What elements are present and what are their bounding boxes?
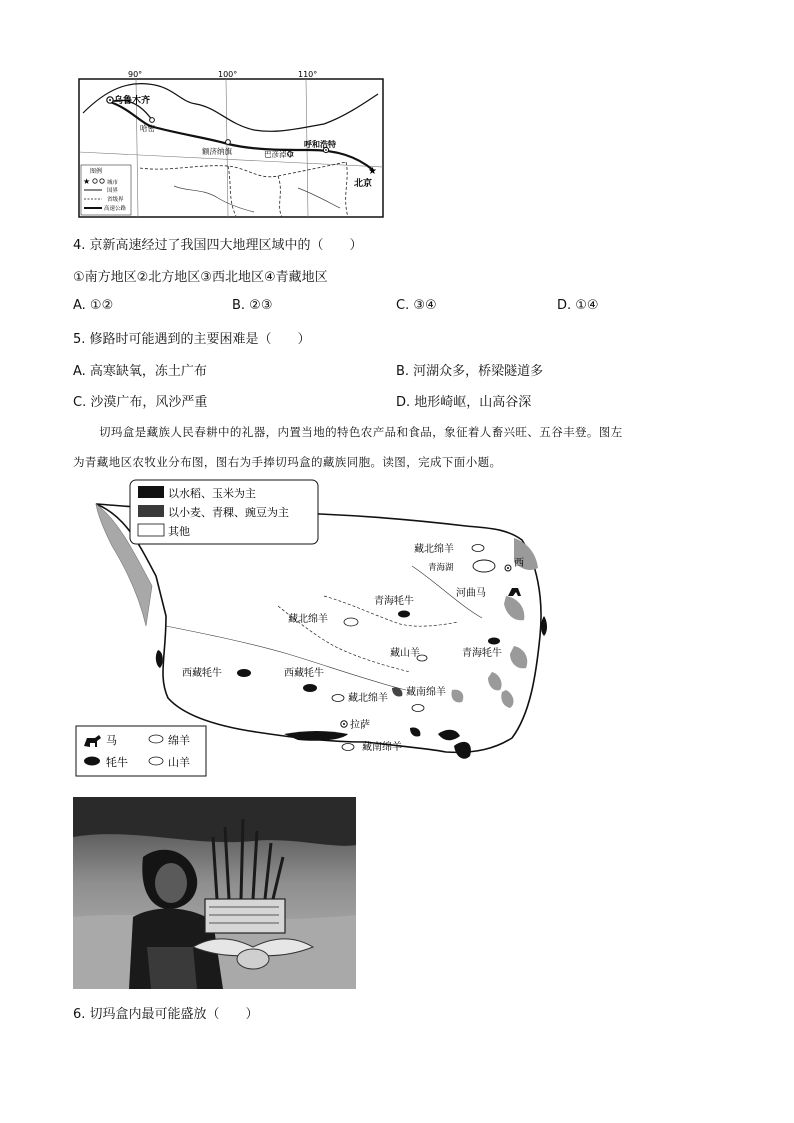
expressway-map <box>78 68 386 218</box>
q4-option-b[interactable]: B. ②③ <box>232 298 273 313</box>
label-zangnan-sheep-1: 藏南绵羊 <box>406 687 446 698</box>
q4-options-line: ①南方地区②北方地区③西北地区④青藏地区 <box>73 270 328 285</box>
qiema-box-photo <box>73 797 356 989</box>
legend-province: 省级界 <box>107 197 124 203</box>
legend-horse: 马 <box>106 734 117 747</box>
label-lhasa: 拉萨 <box>350 720 370 731</box>
q5-option-a[interactable]: A. 高寒缺氧，冻土广布 <box>73 364 207 379</box>
label-xizang-yak-w: 西藏牦牛 <box>182 668 222 679</box>
q4-option-d[interactable]: D. ①④ <box>557 298 599 313</box>
lon-label-100: 100° <box>218 70 238 79</box>
legend-yak: 牦牛 <box>106 756 128 769</box>
legend-city: 城市 <box>107 180 119 186</box>
sheep-icon <box>149 735 163 743</box>
map1-legend <box>81 165 131 215</box>
q4-option-c[interactable]: C. ③④ <box>396 298 437 313</box>
label-qinghai-yak: 青海牦牛 <box>374 596 414 607</box>
q5-stem: 5. 修路时可能遇到的主要困难是（ ） <box>73 332 311 347</box>
label-hequ-horse: 河曲马 <box>456 588 486 599</box>
label-qinghai-lake: 青海湖 <box>428 563 454 573</box>
label-zangbei-sheep-s: 藏北绵羊 <box>348 693 388 704</box>
legend-wheat-barley: 以小麦、青稞、豌豆为主 <box>168 506 289 519</box>
legend-capital-icon: ★ <box>83 177 91 186</box>
lon-label-90: 90° <box>128 70 143 79</box>
intro-line-1: 切玛盒是藏族人民春耕中的礼器，内置当地的特色农产品和食品，象征着人畜兴旺、五谷丰登。图左 <box>99 425 623 439</box>
q5-option-b[interactable]: B. 河湖众多，桥梁隧道多 <box>396 364 544 379</box>
label-zangbei-sheep-n: 藏北绵羊 <box>288 614 328 625</box>
crop-legend <box>130 480 318 544</box>
legend-sheep: 绵羊 <box>168 734 190 747</box>
city-beijing: 北京 <box>354 179 373 189</box>
city-bayannur: 巴彦淖尔 <box>264 150 294 159</box>
legend-border: 国界 <box>107 188 119 194</box>
city-ejina: 额济纳旗 <box>202 147 232 156</box>
label-zangnan-sheep-2: 藏南绵羊 <box>362 742 402 753</box>
city-hami: 哈密 <box>140 124 155 133</box>
yak-icon <box>84 757 100 766</box>
label-xizang-yak-c: 西藏牦牛 <box>284 668 324 679</box>
q5-option-c[interactable]: C. 沙漠广布，风沙严重 <box>73 395 208 410</box>
goat-icon <box>149 757 163 765</box>
q5-option-d[interactable]: D. 地形崎岖，山高谷深 <box>396 395 532 410</box>
legend-expressway: 高速公路 <box>104 206 127 212</box>
q6-stem: 6. 切玛盒内最可能盛放（ ） <box>73 1007 259 1022</box>
intro-line-2: 为青藏地区农牧业分布图，图右为手捧切玛盒的藏族同胞。读图，完成下面小题。 <box>73 455 502 469</box>
label-qinghai-yak-2: 青海牦牛 <box>462 648 502 659</box>
legend-other: 其他 <box>168 525 190 538</box>
city-urumqi: 乌鲁木齐 <box>114 96 151 106</box>
lon-label-110: 110° <box>298 70 318 79</box>
city-hohhot: 呼和浩特 <box>304 140 336 149</box>
q4-option-a[interactable]: A. ①② <box>73 298 114 313</box>
legend-rice-corn: 以水稻、玉米为主 <box>168 487 256 500</box>
capital-star-icon: ★ <box>368 166 377 177</box>
qinghai-tibet-map <box>66 476 550 786</box>
label-zangbei-sheep-ne: 藏北绵羊 <box>414 544 454 555</box>
animal-legend <box>76 726 206 776</box>
legend-goat: 山羊 <box>168 756 190 769</box>
q4-stem: 4. 京新高速经过了我国四大地理区域中的（ ） <box>73 238 363 253</box>
label-zang-goat: 藏山羊 <box>390 648 420 659</box>
label-xining: 西 <box>514 558 524 569</box>
legend-title: 图例 <box>90 168 103 175</box>
